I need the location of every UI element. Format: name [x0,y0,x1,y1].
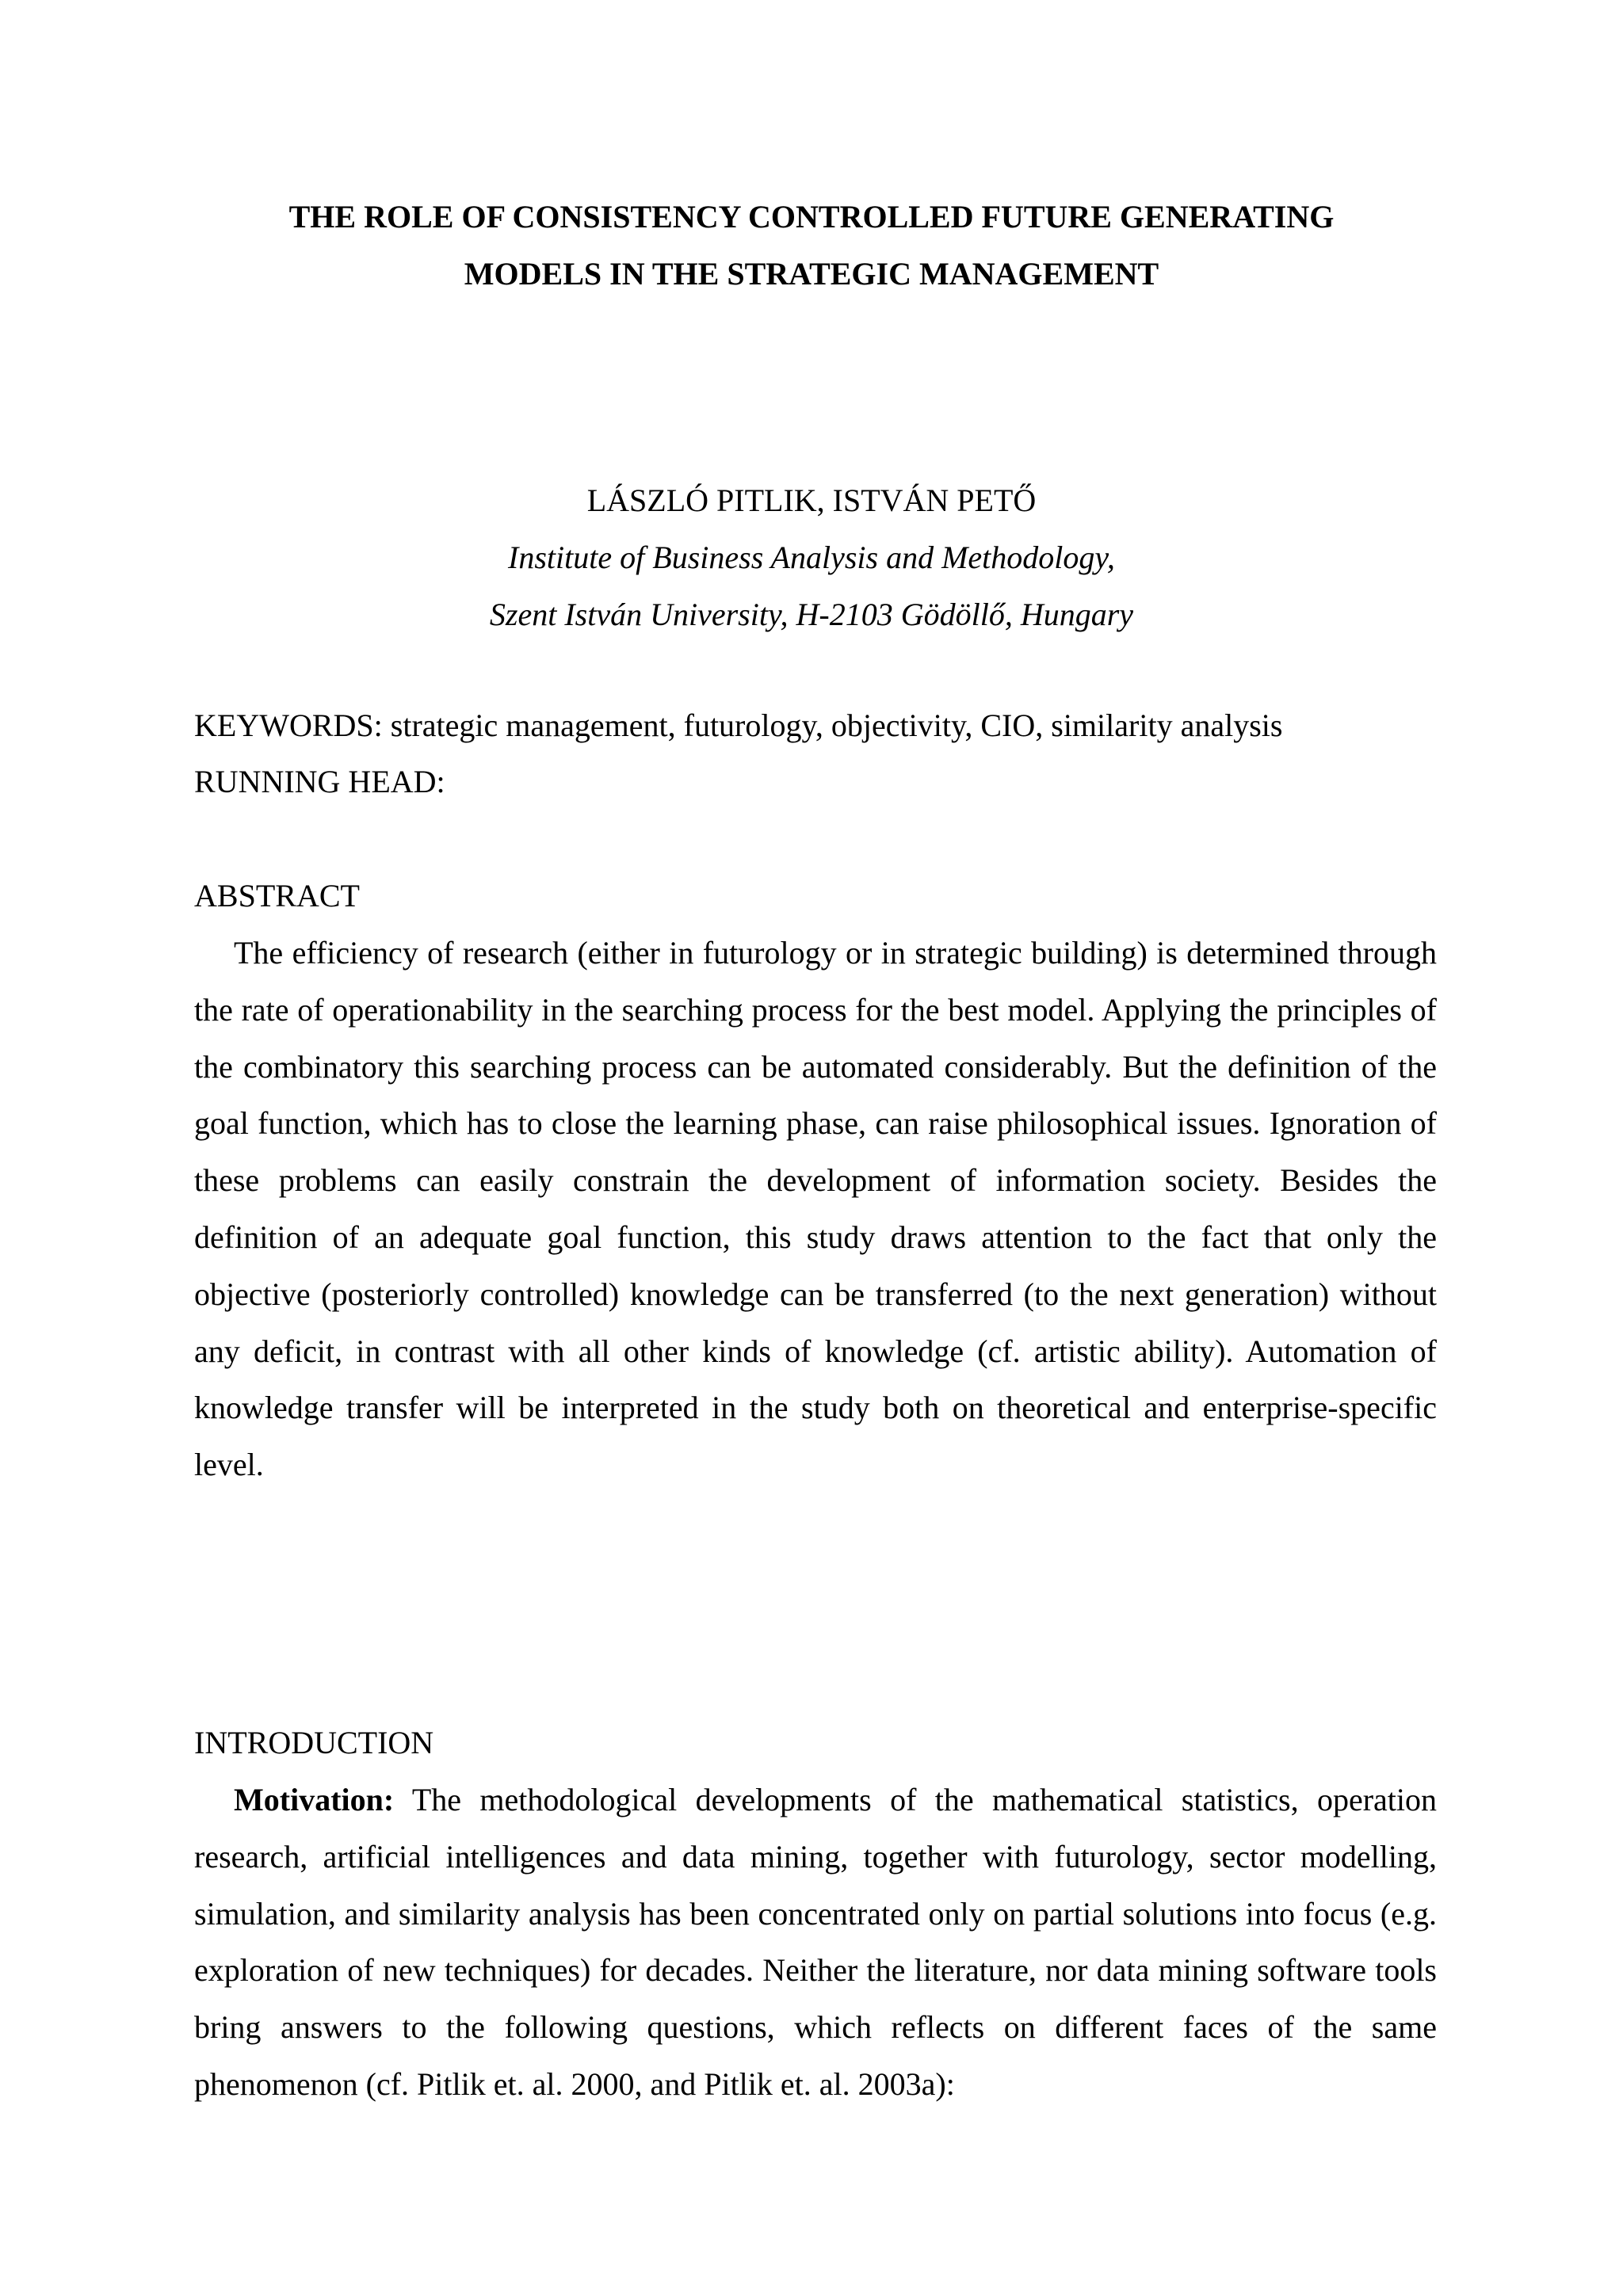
title-line-2: MODELS IN THE STRATEGIC MANAGEMENT [464,256,1159,292]
metadata-block [194,697,1282,810]
author-block [0,472,1623,643]
abstract-text: The efficiency of research (either in futurology or in strategic building) is determined through the rate of operationability in the searching process for the best model. Applying the principles of the combinatory this searching process can be automated considerably. But the definition of the goal function, which has to close the learning phase, can raise philosophical issues. Ignoration of these problems can easily constrain the development of information society. Besides the definition of an adequate goal function, this study draws attention to the fact that only the objective (posteriorly controlled) knowledge can be transferred (to the next generation) without any deficit, in contrast with all other kinds of knowledge (cf. artistic ability). Automation of knowledge transfer will be interpreted in the study both on theoretical and enterprise-specific level. [194,935,1437,1483]
paper-title [0,189,1623,303]
introduction-heading: INTRODUCTION [194,1725,434,1760]
abstract-section [194,868,1437,1493]
affiliation-line-1: Institute of Business Analysis and Methodology, [508,540,1115,575]
title-line-1: THE ROLE OF CONSISTENCY CONTROLLED FUTURE GENERATING [288,199,1335,235]
motivation-label: Motivation: [234,1782,395,1817]
running-head: RUNNING HEAD: [194,764,445,799]
introduction-paragraph [194,1772,1437,2113]
abstract-heading: ABSTRACT [194,878,360,913]
introduction-text: The methodological developments of the mathematical statistics, operation research, artificial intelligences and data mining, together with futurology, sector modelling, simulation, and similarity analysis has been concentrated only on partial solutions into focus (e.g. exploration of new techniques) for decades. Neither the literature, nor data mining software tools bring answers to the following questions, which reflects on different faces of the same phenomenon (cf. Pitlik et. al. 2000, and Pitlik et. al. 2003a): [194,1782,1437,2102]
keywords: KEYWORDS: strategic management, futurology, objectivity, CIO, similarity analysis [194,707,1283,743]
introduction-section [194,1714,1437,2113]
affiliation-line-2: Szent István University, H-2103 Gödöllő, Hungary [489,597,1134,632]
author-names: LÁSZLÓ PITLIK, ISTVÁN PETŐ [586,482,1037,518]
